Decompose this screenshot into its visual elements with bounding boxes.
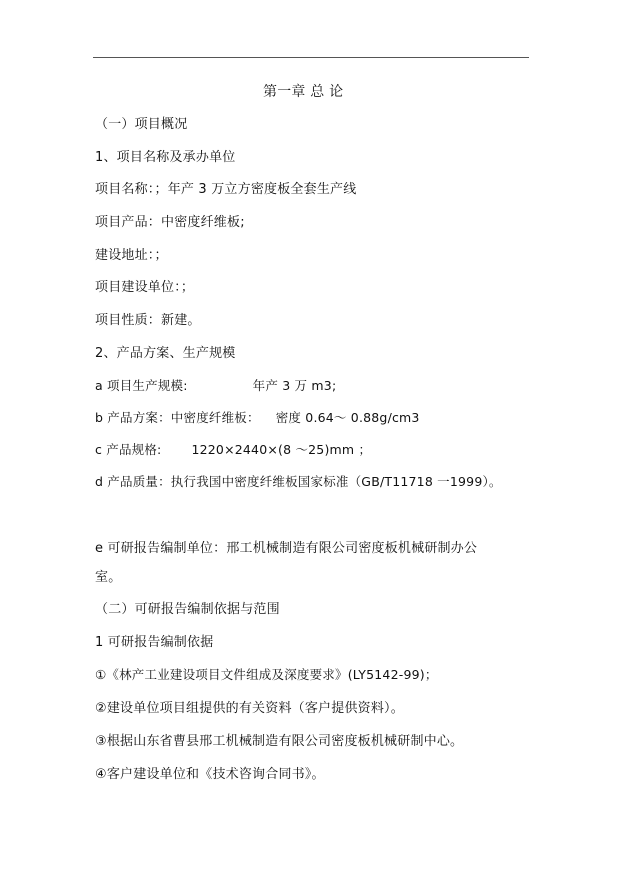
scale-label: a 项目生产规模: [95,378,188,393]
chapter-title: 第一章 总 论 [263,84,344,100]
spec-line [95,441,371,459]
header-rule [93,57,529,58]
project-product-line: 项目产品：中密度纤维板; [95,215,245,230]
project-name-line: 项目名称：；年产 3 万立方密度板全套生产线 [95,182,357,197]
section2-heading: （二）可研报告编制依据与范围 [95,602,280,617]
construction-unit-line: 项目建设单位：； [95,280,195,295]
item1-heading: 1、项目名称及承办单位 [95,150,236,165]
spec-label: c 产品规格: [95,442,162,457]
basis-item: ①《林产工业建设项目文件组成及深度要求》(LY5142-99)； [95,667,438,682]
basis-heading: 1 可研报告编制依据 [95,635,214,650]
quality-line: d 产品质量：执行我国中密度纤维板国家标准（GB/T11718 一1999）。 [95,474,502,489]
scheme-value: 密度 0.64～ 0.88g/cm3 [275,410,420,425]
spec-value: 1220×2440×(8 ～25)mm ； [191,442,372,457]
scheme-label: b 产品方案：中密度纤维板： [95,410,260,425]
construction-site-line: 建设地址：； [95,248,168,263]
item2-heading: 2、产品方案、生产规模 [95,346,236,361]
compiler-line-1: e 可研报告编制单位：邢工机械制造有限公司密度板机械研制办公 [95,541,478,556]
project-nature-line: 项目性质：新建。 [95,313,201,328]
section1-heading: （一）项目概况 [95,117,188,132]
basis-item: ②建设单位项目组提供的有关资料（客户提供资料）。 [95,701,404,716]
compiler-line-2: 室。 [95,570,122,585]
basis-item: ③根据山东省曹县邢工机械制造有限公司密度板机械研制中心。 [95,734,464,749]
basis-item: ④客户建设单位和《技术咨询合同书》。 [95,767,325,782]
scale-line [95,377,336,395]
scheme-line [95,409,420,427]
scale-value: 年产 3 万 m3; [252,378,337,393]
